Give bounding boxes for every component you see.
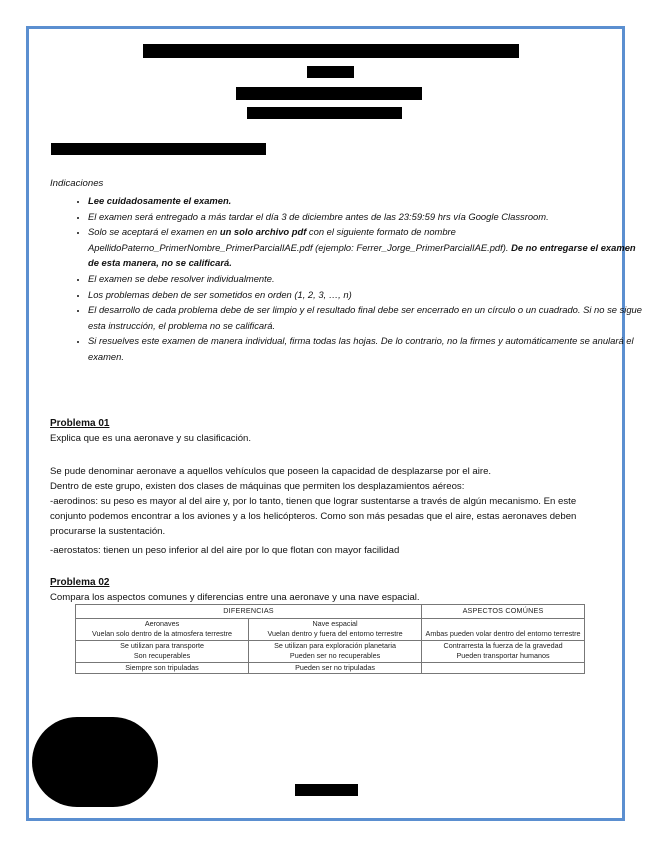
table-row — [76, 662, 585, 674]
instruction-text: Los problemas deben de ser sometidos en orden (1, 2, 3, …, n) — [88, 288, 352, 300]
table-cell — [422, 618, 585, 629]
instruction-item — [88, 271, 648, 287]
instruction-item — [88, 224, 648, 271]
redacted-header-line-4 — [247, 107, 402, 119]
instruction-bold-text: Lee cuidadosamente el examen. — [88, 195, 232, 206]
redacted-header-line-3 — [236, 87, 422, 100]
table-cell: Ambas pueden volar dentro del entorno terrestre — [422, 629, 585, 640]
instruction-item — [88, 333, 648, 364]
instruction-item — [88, 209, 648, 225]
instruction-text: con el siguiente formato de nombre ApellidoPaterno_PrimerNombre_PrimerParcialIAE.pdf (ejemplo: Ferrer_Jorge_PrimerParcialIAE.pdf). — [88, 226, 512, 253]
table-row — [76, 640, 585, 651]
problem-01-question: Explica que es una aeronave y su clasificación. — [50, 433, 252, 444]
table-cell: Pueden ser no tripuladas — [249, 662, 422, 674]
problem-01-answer-line-1: Se pude denominar aeronave a aquellos vehículos que poseen la capacidad de desplazarse por el aire. — [50, 466, 492, 477]
table-cell — [422, 662, 585, 674]
instruction-item — [88, 193, 648, 209]
table-cell: Vuelan dentro y fuera del entorno terrestre — [249, 629, 422, 640]
instruction-item — [88, 287, 648, 303]
instruction-item — [88, 302, 648, 333]
table-cell: Contrarresta la fuerza de la gravedad — [422, 640, 585, 651]
redacted-footer — [295, 784, 358, 796]
redacted-header-line-2 — [307, 66, 354, 78]
instruction-bold-text: De no entregarse el examen de esta manera, no se calificará. — [88, 241, 636, 269]
problem-01-heading: Problema 01 — [50, 418, 110, 429]
problem-02-question: Compara los aspectos comunes y diferencias entre una aeronave y una nave espacial. — [50, 592, 420, 603]
differences-header: DIFERENCIAS — [76, 605, 422, 619]
table-cell: Se utilizan para transporte — [76, 640, 249, 651]
instruction-text: El examen se debe resolver individualmente. — [88, 272, 275, 284]
table-cell: Aeronaves — [76, 618, 249, 629]
table-cell: Siempre son tripuladas — [76, 662, 249, 674]
redacted-signature — [32, 717, 158, 807]
instructions-list — [50, 193, 648, 365]
instruction-bold-text: un solo archivo pdf — [219, 226, 307, 238]
table-row — [76, 618, 585, 629]
table-cell: Pueden ser no recuperables — [249, 651, 422, 662]
instruction-text: El examen será entregado a más tardar el día 3 de diciembre antes de las 23:59:59 hrs vía Google Classroom. — [88, 210, 549, 222]
table-row — [76, 651, 585, 662]
problem-01-answer-line-2: Dentro de este grupo, existen dos clases de máquinas que permiten los desplazamientos aéreos: — [50, 481, 465, 492]
problem-02-heading: Problema 02 — [50, 577, 110, 588]
table-cell: Se utilizan para exploración planetaria — [249, 640, 422, 651]
instructions-title: Indicaciones — [50, 178, 104, 189]
problem-01-answer-line-3: -aerodinos: su peso es mayor al del aire y, por lo tanto, tienen que lograr sustentarse a través de algún mecanismo. En este conjunto podemos encontrar a los aviones y a los helicópteros. Como son más pesadas que el aire, estas aeronaves deben procurarse la sustentación. — [50, 496, 577, 538]
table-cell: Son recuperables — [76, 651, 249, 662]
problem-01-answer-line-4: -aerostatos: tienen un peso inferior al del aire por lo que flotan con mayor facilidad — [50, 545, 400, 556]
table-cell: Vuelan solo dentro de la atmosfera terrestre — [76, 629, 249, 640]
common-aspects-header: ASPECTOS COMÚNES — [422, 605, 585, 619]
table-cell: Nave espacial — [249, 618, 422, 629]
redacted-student-name — [51, 143, 266, 155]
instruction-text: El desarrollo de cada problema debe de ser limpio y el resultado final debe ser encerrado en un círculo o un cuadrado. Si no se sigue esta instrucción, el problema no se calificará. — [88, 304, 642, 331]
table-cell: Pueden transportar humanos — [422, 651, 585, 662]
table-row — [76, 629, 585, 640]
redacted-header-line-1 — [143, 44, 519, 58]
comparison-table — [75, 604, 585, 674]
instruction-text: Si resuelves este examen de manera individual, firma todas las hojas. De lo contrario, no la firmes y automáticamente se anulará el examen. — [88, 335, 634, 362]
instruction-text: Solo se aceptará el examen en — [88, 226, 220, 238]
